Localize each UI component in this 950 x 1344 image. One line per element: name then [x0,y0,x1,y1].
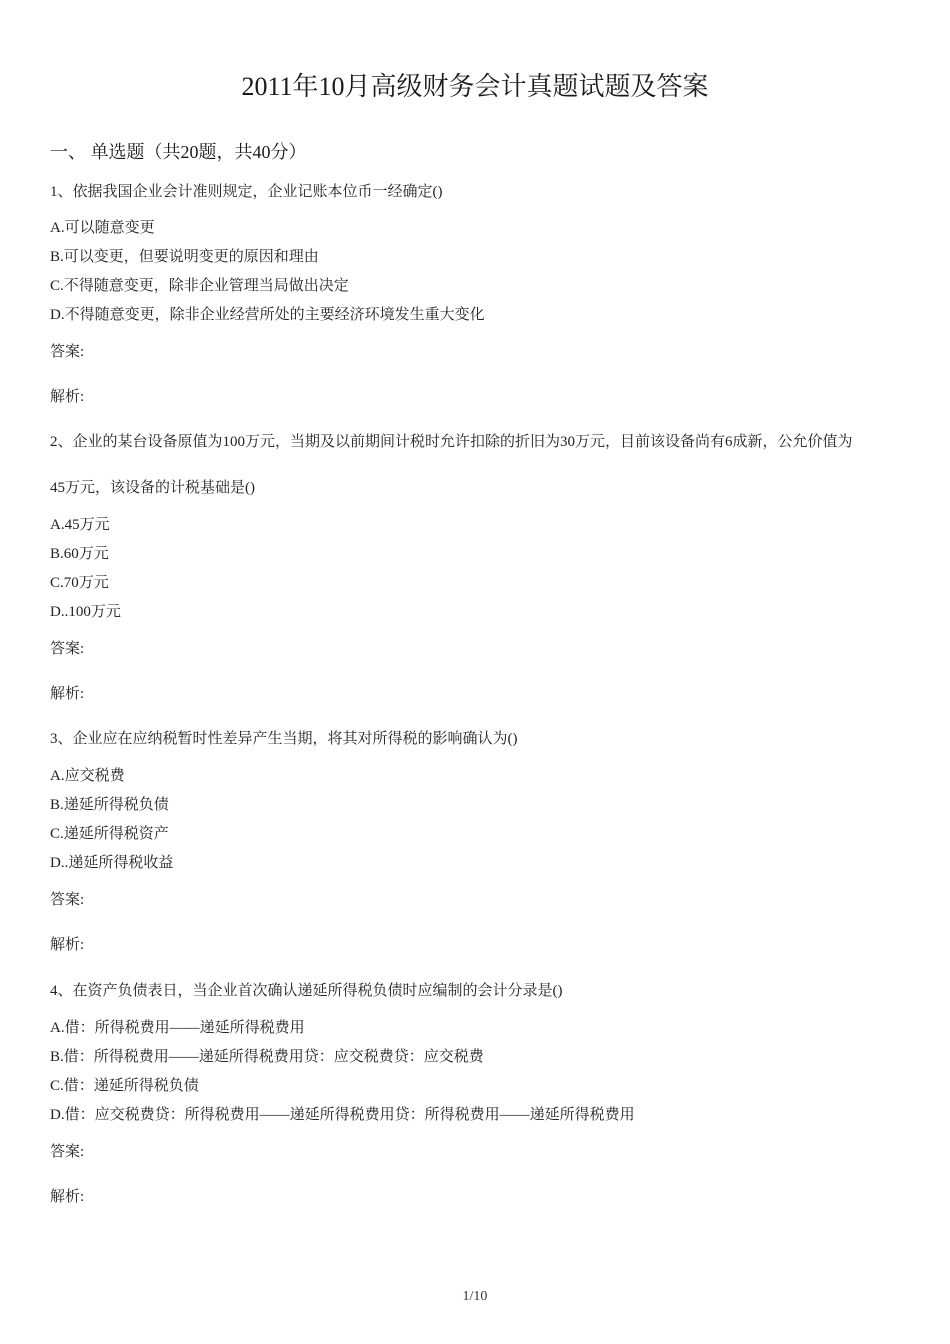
question-2-option-c: C.70万元 [50,575,109,591]
question-2-stem-continued: 45万元，该设备的计税基础是() [50,480,255,496]
question-2-stem: 2、企业的某台设备原值为100万元，当期及以前期间计税时允许扣除的折旧为30万元，目前该设备尚有6成新，公允价值为 [50,434,853,450]
question-1-answer-label: 答案: [50,344,85,360]
question-1-option-b: B.可以变更，但要说明变更的原因和理由 [50,249,319,265]
question-4-option-b: B.借：所得税费用——递延所得税费用贷：应交税费贷：应交税费 [50,1049,484,1065]
question-3-option-b: B.递延所得税负债 [50,797,169,813]
question-3-analysis-label: 解析: [50,937,85,953]
question-1-analysis-label: 解析: [50,389,85,405]
question-3-option-d: D..递延所得税收益 [50,855,174,871]
question-4-stem: 4、在资产负债表日，当企业首次确认递延所得税负债时应编制的会计分录是() [50,983,563,999]
question-2-option-d: D..100万元 [50,604,121,620]
question-1-stem: 1、依据我国企业会计准则规定，企业记账本位币一经确定() [50,184,443,200]
question-2-answer-label: 答案: [50,641,85,657]
question-3-answer-label: 答案: [50,892,85,908]
question-1-option-a: A.可以随意变更 [50,220,155,236]
question-1-option-d: D.不得随意变更，除非企业经营所处的主要经济环境发生重大变化 [50,307,485,323]
document-title: 2011年10月高级财务会计真题试题及答案 [241,72,709,101]
question-2-option-a: A.45万元 [50,517,110,533]
question-3-stem: 3、企业应在应纳税暂时性差异产生当期，将其对所得税的影响确认为() [50,731,518,747]
question-2-option-b: B.60万元 [50,546,109,562]
question-4-option-c: C.借：递延所得税负债 [50,1078,199,1094]
question-1-option-c: C.不得随意变更，除非企业管理当局做出决定 [50,278,349,294]
question-4-option-a: A.借：所得税费用——递延所得税费用 [50,1020,305,1036]
question-2-analysis-label: 解析: [50,686,85,702]
section-heading: 一、 单选题（共20题，共40分） [50,142,307,162]
question-3-option-a: A.应交税费 [50,768,125,784]
question-3-option-c: C.递延所得税资产 [50,826,169,842]
question-4-analysis-label: 解析: [50,1189,85,1205]
question-4-option-d: D.借：应交税费贷：所得税费用——递延所得税费用贷：所得税费用——递延所得税费用 [50,1107,635,1123]
question-4-answer-label: 答案: [50,1144,85,1160]
page-number: 1/10 [462,1289,488,1304]
